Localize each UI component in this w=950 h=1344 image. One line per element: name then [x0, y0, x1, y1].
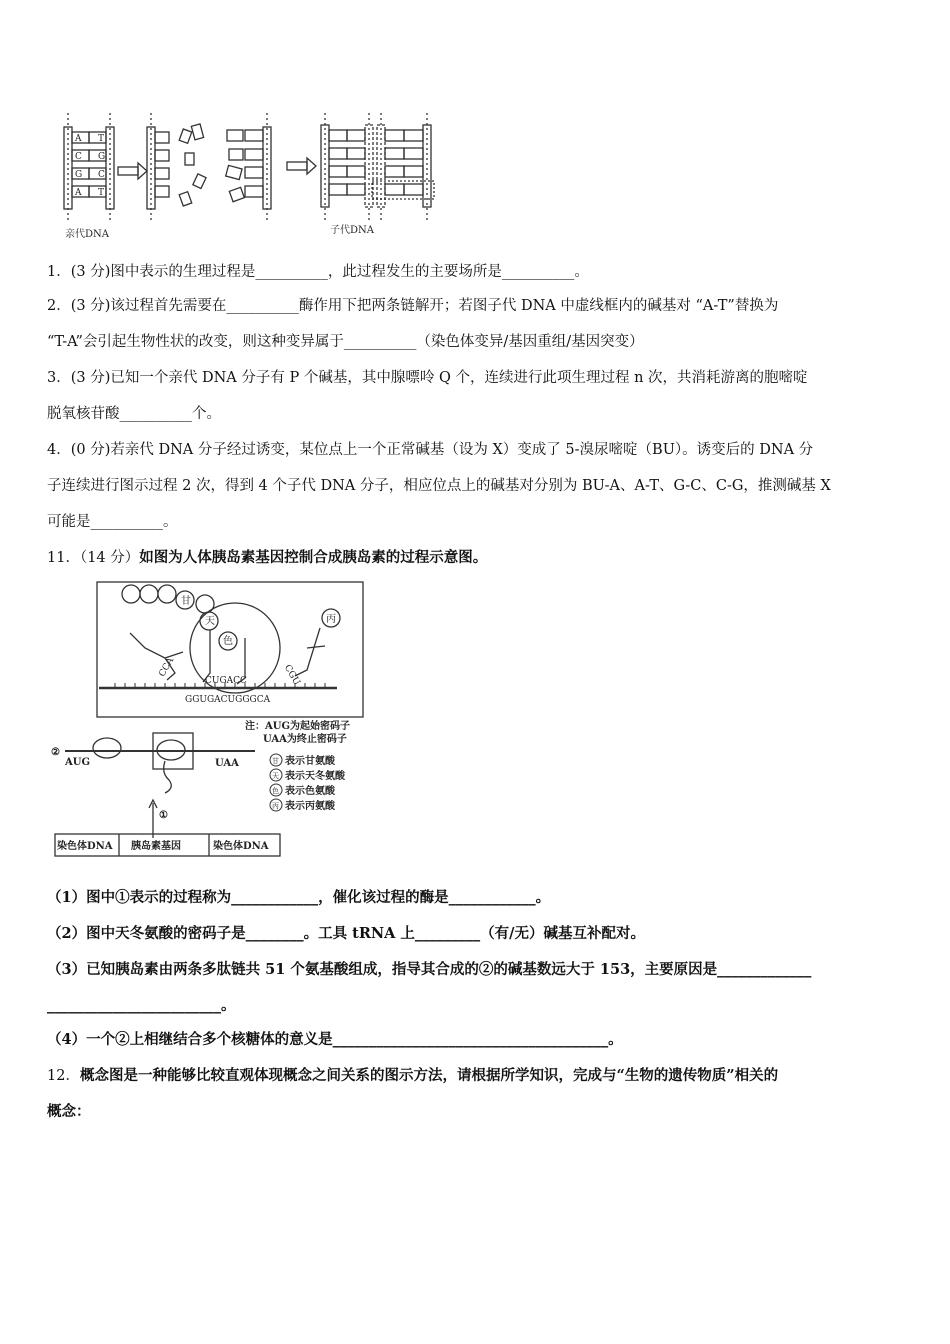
q11-title	[47, 548, 487, 568]
base-a2: A	[75, 188, 82, 198]
legend-bing-icon: 丙	[272, 802, 279, 810]
q10-item-2a: 2．(3 分)该过程首先需要在__________酶作用下把两条链解开；若图子代 DNA 中虚线框内的碱基对 “A-T”替换为	[47, 298, 779, 314]
q11-title-text: 如图为人体胰岛素基因控制合成胰岛素的过程示意图。	[139, 549, 488, 566]
base-g1: G	[98, 152, 106, 162]
q11-part-2: （2）图中天冬氨酸的密码子是________。工具 tRNA 上_________（有/无）碱基互补配对。	[47, 925, 645, 942]
q10-item-3b: 脱氧核苷酸__________个。	[47, 406, 221, 422]
base-t2: T	[98, 188, 105, 198]
q11-number: 11．（14 分）	[47, 550, 140, 566]
base-c1: C	[75, 152, 82, 162]
q10-item-1: 1．(3 分)图中表示的生理过程是__________，此过程发生的主要场所是__________。	[47, 264, 589, 280]
legend-se: 表示色氨酸	[285, 786, 335, 797]
label-2-mrna: ②	[51, 747, 60, 758]
q10-item-3a: 3．(3 分)已知一个亲代 DNA 分子有 P 个碱基，其中腺嘌呤 Q 个，连续进行此项生理过程 n 次，共消耗游离的胞嘧啶	[47, 370, 808, 386]
aa-se-label: 色	[223, 636, 233, 647]
anticodon-cgu: CGU	[281, 663, 302, 688]
q11-part-4: （4）一个②上相继结合多个核糖体的意义是______________________________________。	[47, 1031, 623, 1048]
q11-part-3a: （3）已知胰岛素由两条多肽链共 51 个氨基酸组成，指导其合成的②的碱基数远大于 153，主要原因是_____________	[47, 961, 812, 978]
note-stop-codon: UAA为终止密码子	[263, 734, 347, 745]
legend-tian-icon: 天	[272, 772, 279, 780]
note-start-codon: 注：AUG为起始密码子	[245, 721, 351, 732]
legend-se-icon: 色	[272, 787, 279, 795]
aa-gan-label: 甘	[181, 596, 191, 607]
q12-line-2: 概念：	[47, 1103, 91, 1120]
q11-part-1: （1）图中①表示的过程称为____________，催化该过程的酶是____________。	[47, 889, 551, 906]
q10-item-4a: 4．(0 分)若亲代 DNA 分子经过诱变，某位点上一个正常碱基（设为 X）变成了 5-溴尿嘧啶（BU）。诱变后的 DNA 分	[47, 442, 814, 458]
mrna-sequence: GGUGACUGGGCA	[185, 695, 271, 705]
label-1-transcription: ①	[159, 810, 168, 821]
q10-item-4b: 子连续进行图示过程 2 次，得到 4 个子代 DNA 分子，相应位点上的碱基对分别为 BU-A、A-T、G-C、C-G，推测碱基 X	[47, 478, 831, 494]
base-a1: A	[75, 134, 82, 144]
anticodon-cca: CCA	[157, 656, 177, 679]
q10-item-2b: “T-A”会引起生物性状的改变，则这种变异属于__________（染色体变异/基因重组/基因突变）	[47, 334, 644, 350]
legend-tian: 表示天冬氨酸	[285, 771, 345, 782]
aa-bing-label: 丙	[326, 614, 336, 625]
legend-bing: 表示丙氨酸	[285, 801, 335, 812]
q12-text-a: 概念图是一种能够比较直观体现概念之间关系的图示方法，请根据所学知识，完成与“生物的遗传物质”相关的	[79, 1067, 779, 1084]
q12-line-1	[47, 1066, 778, 1086]
base-t1: T	[98, 134, 105, 144]
pairing-codons: CUGACC	[205, 676, 247, 686]
dna-bar-gene: 胰岛素基因	[131, 841, 181, 852]
dna-bar-left: 染色体DNA	[57, 841, 113, 852]
parent-dna-label: 亲代DNA	[65, 229, 109, 240]
dna-bar-right: 染色体DNA	[213, 841, 269, 852]
label-uaa: UAA	[215, 758, 239, 769]
base-g2: G	[75, 170, 83, 180]
base-c2: C	[98, 170, 105, 180]
dna-replication-figure	[55, 105, 445, 240]
insulin-synthesis-figure	[45, 578, 385, 858]
child-dna-label: 子代DNA	[330, 225, 374, 236]
q12-number: 12．	[47, 1068, 80, 1084]
q11-part-3b: ________________________。	[47, 997, 236, 1014]
aa-tian-label: 天	[205, 616, 215, 627]
legend-gan: 表示甘氨酸	[285, 756, 335, 767]
label-aug: AUG	[65, 757, 91, 768]
q10-item-4c: 可能是__________。	[47, 514, 178, 530]
legend-gan-icon: 甘	[272, 757, 279, 765]
